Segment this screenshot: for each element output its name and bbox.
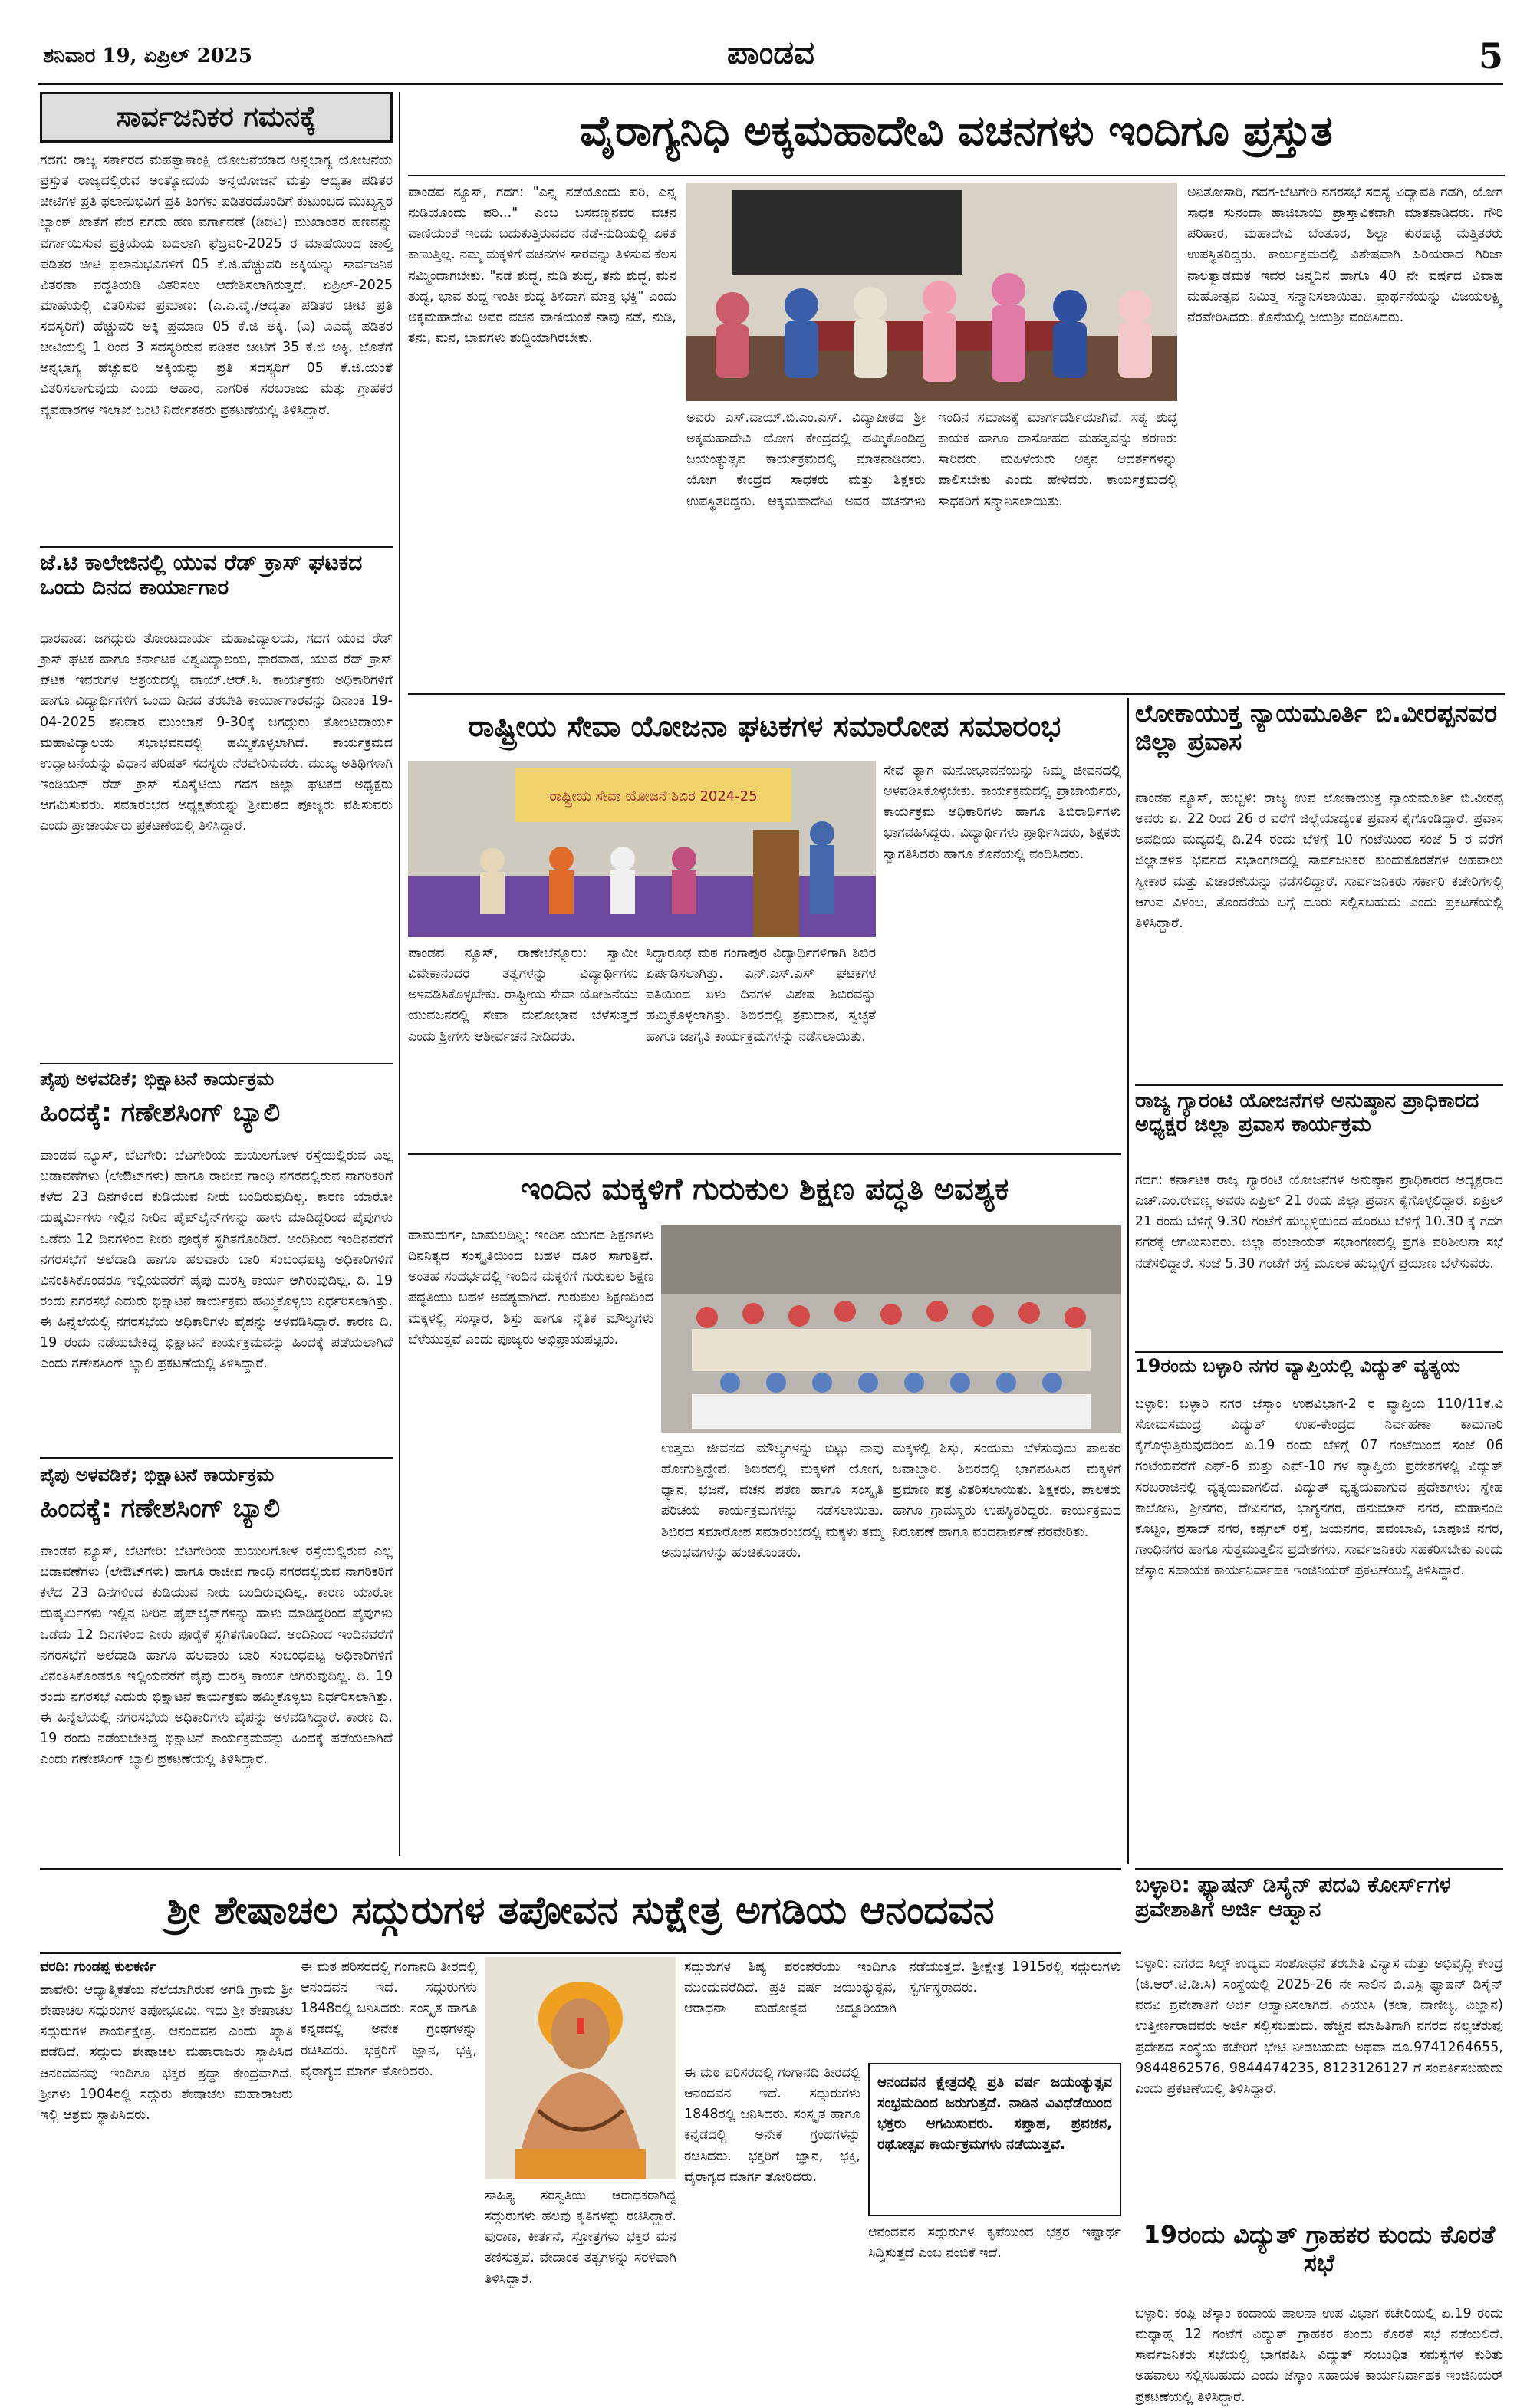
right-body-power-cut: ಬಳ್ಳಾರಿ: ಬಳ್ಳಾರಿ ನಗರ ಜೆಸ್ಕಾಂ ಉಪವಿಭಾಗ-2 ರ ವ್ಯಾಪ್ತಿಯ 110/11ಕೆ.ವಿ ಸೋಮಸಮುದ್ರ ವಿದ್ಯುತ್ ಉಪ-ಕೇಂದ್ರದ ನಿರ್ವಹಣಾ ಕಾಮಗಾರಿ ಕೈಗೊಳ್ಳುತ್ತಿರುವುದರಿಂದ ಏ.19 ರಂದು ಬೆಳಿಗ್ಗೆ 07 ಗಂಟೆಯಿಂದ ಸಂಜೆ 06 ಗಂಟೆಯವರೆಗೆ ಎಫ್-6 ಮತ್ತು ಎಫ್-10 ಗಳ ವ್ಯಾಪ್ತಿಯ ಪ್ರದೇಶಗಳಲ್ಲಿ ವಿದ್ಯುತ್ ಸರಬರಾಜಿನಲ್ಲಿ ವ್ಯತ್ಯಯವಾಗಲಿದೆ. ವಿದ್ಯುತ್ ವ್ಯತ್ಯಯವಾಗುವ ಪ್ರದೇಶಗಳು: ಸ್ನೇಹ ಕಾಲೋನಿ, ಶ್ರೀನಗರ, ದೇವಿನಗರ, ಭಾಗ್ಯನಗರ, ಹನುಮಾನ್ ನಗರ, ಮಹಾನಂದಿ ಕೊಟ್ಟಂ, ಪ್ರಸಾದ್ ನಗರ, ಕಪ್ಪಗಲ್ ರಸ್ತೆ, ಜಯನಗರ, ಹವಂಬಾವಿ, ಬಾಪೂಜಿ ನಗರ, ಗಾಂಧಿನಗರ ಹಾಗೂ ಸುತ್ತಮುತ್ತಲಿನ ಪ್ರದೇಶಗಳು. ಸಾರ್ವಜನಿಕರು ಸಹಕರಿಸಬೇಕು ಎಂದು ಜೆಸ್ಕಾಂ ಸಹಾಯಕ ಕಾರ್ಯನಿರ್ವಾಹಕ ಇಂಜಿನಿಯರ್ ಪ್ರಕಟಣೆಯಲ್ಲಿ ತಿಳಿಸಿದ್ದಾರೆ. [1135, 1396, 1503, 1578]
right-body-lokayukta: ಪಾಂಡವ ನ್ಯೂಸ್, ಹುಬ್ಬಳಿ: ರಾಜ್ಯ ಉಪ ಲೋಕಾಯುಕ್ತ ನ್ಯಾಯಮೂರ್ತಿ ಬಿ.ವೀರಪ್ಪ ಅವರು ಏ. 22 ರಿಂದ 26 ರ ವರೆಗೆ ಜಿಲ್ಲೆಯಾದ್ಯಂತ ಪ್ರವಾಸ ಕೈಗೊಂಡಿದ್ದಾರೆ. ಪ್ರವಾಸ ಅವಧಿಯ ಮದ್ಯದಲ್ಲಿ ದಿ.24 ರಂದು ಬೆಳಗ್ಗೆ 10 ಗಂಟೆಯಿಂದ ಸಂಜೆ 5 ರ ವರೆಗೆ ಜಿಲ್ಲಾಡಳಿತ ಭವನದ ಸಭಾಂಗಣದಲ್ಲಿ ಸಾರ್ವಜನಿಕರ ಕುಂದುಕೊರತೆಗಳ ಅಹವಾಲು ಸ್ವೀಕಾರ ಮತ್ತು ವಿಚಾರಣೆಯನ್ನು ನಡೆಸಲಿದ್ದಾರೆ. ಸಾರ್ವಜನಿಕರು ಸರ್ಕಾರಿ ಕಚೇರಿಗಳಲ್ಲಿ ಆಗುವ ವಿಳಂಬ, ತೊಂದರೆಯ ಬಗ್ಗೆ ದೂರು ಸಲ್ಲಿಸಬಹುದು ಎಂದು ಪ್ರಕಟಣೆಯಲ್ಲಿ ತಿಳಿಸಿದ್ದಾರೆ. [1135, 791, 1503, 931]
nss-col-2: ಸಿದ್ಧಾರೂಢ ಮಠ ಗಂಗಾಪುರ ವಿದ್ಯಾರ್ಥಿಗಳಿಗಾಗಿ ಶಿಬಿರ ಏರ್ಪಡಿಸಲಾಗಿತ್ತು. ಎನ್.ಎಸ್.ಎಸ್ ಘಟಕಗಳ ವತಿಯಿಂದ ಏಳು ದಿನಗಳ ವಿಶೇಷ ಶಿಬಿರವನ್ನು ಹಮ್ಮಿಕೊಳ್ಳಲಾಗಿತ್ತು. ಶಿಬಿರದಲ್ಲಿ ಶ್ರಮದಾನ, ಸ್ವಚ್ಛತೆ ಹಾಗೂ ಜಾಗೃತಿ ಕಾರ್ಯಕ್ರಮಗಳನ್ನು ನಡೆಸಲಾಯಿತು. [646, 946, 876, 1044]
shesha-col-1: ಹಾವೇರಿ: ಆಧ್ಯಾತ್ಮಿಕತೆಯ ನೆಲೆಯಾಗಿರುವ ಅಗಡಿ ಗ್ರಾಮ ಶ್ರೀ ಶೇಷಾಚಲ ಸದ್ಗುರುಗಳ ತಪೋಭೂಮಿ. ಇದು ಶ್ರೀ ಶೇಷಾಚಲ ಸದ್ಗುರುಗಳ ಕಾರ್ಯಕ್ಷೇತ್ರ. ಆನಂದವನ ಎಂದು ಖ್ಯಾತಿ ಪಡೆದಿದೆ. ಸದ್ಗುರು ಶೇಷಾಚಲ ಮಹಾರಾಜರು ಸ್ಥಾಪಿಸಿದ ಆನಂದವನವು ಇಂದಿಗೂ ಭಕ್ತರ ಶ್ರದ್ಧಾ ಕೇಂದ್ರವಾಗಿದೆ. ಶ್ರೀಗಳು 1904ರಲ್ಲಿ ಸದ್ಗುರು ಶೇಷಾಚಲ ಮಹಾರಾಜರು ಇಲ್ಲಿ ಆಶ್ರಮ ಸ್ಥಾಪಿಸಿದರು. [40, 1982, 293, 2123]
gurukula-col-1: ಹಾಮದುರ್ಗ, ಜಾಮಲದಿನ್ನಿ: ಇಂದಿನ ಯುಗದ ಶಿಕ್ಷಣಗಳು ದಿನನಿತ್ಯದ ಸಂಸ್ಕೃತಿಯಿಂದ ಬಹಳ ದೂರ ಸಾಗುತ್ತಿವೆ. ಅಂತಹ ಸಂದರ್ಭದಲ್ಲಿ ಇಂದಿನ ಮಕ್ಕಳಿಗೆ ಗುರುಕುಲ ಶಿಕ್ಷಣ ಪದ್ಧತಿಯು ಬಹಳ ಅವಶ್ಯವಾಗಿದೆ. ಗುರುಕುಲ ಶಿಕ್ಷಣದಿಂದ ಮಕ್ಕಳಲ್ಲಿ ಸಂಸ್ಕಾರ, ಶಿಸ್ತು ಹಾಗೂ ನೈತಿಕ ಮೌಲ್ಯಗಳು ಬೆಳೆಯುತ್ತವೆ ಎಂದು ಪೂಜ್ಯರು ಅಭಿಪ್ರಾಯಪಟ್ಟರು. [408, 1228, 653, 1347]
top-col-1: ಪಾಂಡವ ನ್ಯೂಸ್, ಗದಗ: "ಎನ್ನ ನಡೆಯೊಂದು ಪರಿ, ಎನ್ನ ನುಡಿಯೊಂದು ಪರಿ..." ಎಂಬ ಬಸವಣ್ಣನವರ ವಚನ ವಾಣಿಯಂತೆ ಇಂದು ಬದುಕುತ್ತಿರುವವರ ನಡೆ-ನುಡಿಯಲ್ಲಿ ಏಕತೆ ಕಾಣುತ್ತಿಲ್ಲ. ನಮ್ಮ ಮಕ್ಕಳಿಗೆ ವಚನಗಳ ಸಾರವನ್ನು ತಿಳಿಸುವ ಕೆಲಸ ನಮ್ಮಿಂದಾಗಬೇಕು. "ನಡೆ ಶುದ್ಧ, ನುಡಿ ಶುದ್ಧ, ತನು ಶುದ್ಧ, ಮನ ಶುದ್ಧ, ಭಾವ ಶುದ್ಧ ಇಂತೀ ಶುದ್ಧ ತಿಳಿದಾಗ ಮಾತ್ರ ಭಕ್ತಿ" ಎಂದು ಅಕ್ಕಮಹಾದೇವಿ ಅವರ ವಚನ ವಾಣಿಯಂತೆ ನಾವು ನಡೆ, ನುಡಿ, ತನು, ಮನ, ಭಾವಗಳು ಶುದ್ಧಿಯಾಗಿರಬೇಕು. [408, 185, 676, 346]
left-kicker-pipe-repeat: ಪೈಪು ಅಳವಡಿಕೆ; ಭಿಕ್ಷಾಟನೆ ಕಾರ್ಯಕ್ರಮ [40, 1464, 275, 1485]
top-col-2: ಅವರು ಎಸ್.ವಾಯ್.ಬಿ.ಎಂ.ಎಸ್. ವಿದ್ಯಾಪೀಠದ ಶ್ರೀ ಅಕ್ಕಮಹಾದೇವಿ ಯೋಗ ಕೇಂದ್ರದಲ್ಲಿ ಹಮ್ಮಿಕೊಂಡಿದ್ದ ಜಯಂತ್ಯುತ್ಸವ ಕಾರ್ಯಕ್ರಮದಲ್ಲಿ ಮಾತನಾಡಿದರು. ಯೋಗ ಕೇಂದ್ರದ ಸಾಧಕರು ಮತ್ತು ಶಿಕ್ಷಕರು ಉಪಸ್ಥಿತರಿದ್ದರು. ಅಕ್ಕಮಹಾದೇವಿ ಅವರ ವಚನಗಳು ಇಂದಿನ ಸಮಾಜಕ್ಕೆ ಮಾರ್ಗದರ್ಶಿಯಾಗಿವೆ. ಸತ್ಯ ಶುದ್ಧ ಕಾಯಕ ಹಾಗೂ ದಾಸೋಹದ ಮಹತ್ವವನ್ನು ಶರಣರು ಸಾರಿದರು. ಮಹಿಳೆಯರು ಅಕ್ಕನ ಆದರ್ಶಗಳನ್ನು ಪಾಲಿಸಬೇಕು ಎಂದು ಹೇಳಿದರು. ಕಾರ್ಯಕ್ರಮದಲ್ಲಿ ಸಾಧಕರಿಗೆ ಸನ್ಮಾನಿಸಲಾಯಿತು. [686, 410, 1177, 509]
shesha-headline: ಶ್ರೀ ಶೇಷಾಚಲ ಸದ್ಗುರುಗಳ ತಪೋವನ ಸುಕ್ಷೇತ್ರ ಅಗಡಿಯ ಆನಂದವನ [166, 1888, 995, 1933]
gurukula-headline: ಇಂದಿನ ಮಕ್ಕಳಿಗೆ ಗುರುಕುಲ ಶಿಕ್ಷಣ ಪದ್ಧತಿ ಅವಶ್ಯಕ [520, 1172, 1009, 1207]
masthead: ಪಾಂಡವ [726, 34, 815, 71]
right-headline-consumer-meet: 19ರಂದು ವಿದ್ಯುತ್ ಗ್ರಾಹಕರ ಕುಂದು ಕೊರತೆ ಸಭೆ [1143, 2220, 1496, 2278]
shesha-col-2: ಈ ಮಠ ಪರಿಸರದಲ್ಲಿ ಗಂಗಾನದಿ ತೀರದಲ್ಲಿ ಆನಂದವನ ಇದೆ. ಸದ್ಗುರುಗಳು 1848ರಲ್ಲಿ ಜನಿಸಿದರು. ಸಂಸ್ಕೃತ ಹಾಗೂ ಕನ್ನಡದಲ್ಲಿ ಅನೇಕ ಗ್ರಂಥಗಳನ್ನು ರಚಿಸಿದರು. ಭಕ್ತರಿಗೆ ಜ್ಞಾನ, ಭಕ್ತಿ, ವೈರಾಗ್ಯದ ಮಾರ್ಗ ತೋರಿದರು. [301, 1959, 477, 2079]
gurukula-photo-illustration [661, 1225, 1121, 1433]
shesha-col-4: ಸದ್ಗುರುಗಳ ಶಿಷ್ಯ ಪರಂಪರೆಯು ಇಂದಿಗೂ ಮುಂದುವರೆದಿದೆ. ಪ್ರತಿ ವರ್ಷ ಜಯಂತ್ಯುತ್ಸವ, ಆರಾಧನಾ ಮಹೋತ್ಸವ ಅದ್ಧೂರಿಯಾಗಿ ನಡೆಯುತ್ತದೆ. ಶ್ರೀಕ್ಷೇತ್ರ 1915ರಲ್ಲಿ ಸದ್ಗುರುಗಳು ಸ್ವರ್ಗಸ್ಥರಾದರು. [684, 1959, 1121, 2017]
right-body-fashion: ಬಳ್ಳಾರಿ: ನಗರದ ಸಿಲ್ಕ್ ಉದ್ಯಮ ಸಂಶೋಧನೆ ತರಬೇತಿ ವಿನ್ಯಾಸ ಮತ್ತು ಅಭಿವೃದ್ಧಿ ಕೇಂದ್ರ (ಜಿ.ಆರ್.ಟಿ.ಡಿ.ಸಿ) ಸಂಸ್ಥೆಯಲ್ಲಿ 2025-26 ನೇ ಸಾಲಿನ ಬಿ.ಎಸ್ಸಿ ಫ್ಯಾಷನ್ ಡಿಸೈನ್ ಪದವಿ ಪ್ರವೇಶಾತಿಗೆ ಅರ್ಜಿ ಆಹ್ವಾನಿಸಲಾಗಿದೆ. ಪಿಯುಸಿ (ಕಲಾ, ವಾಣಿಜ್ಯ, ವಿಜ್ಞಾನ) ಉತ್ತೀರ್ಣರಾದವರು ಅರ್ಜಿ ಸಲ್ಲಿಸಬಹುದು. ಹೆಚ್ಚಿನ ಮಾಹಿತಿಗಾಗಿ ನಗರದ ನಲ್ಲಚೆರುವು ಪ್ರದೇಶದ ಸಂಸ್ಥೆಯ ಕಚೇರಿಗೆ ಭೇಟಿ ನೀಡಬಹುದು ಅಥವಾ ದೂ.9741264655, 9844862576, 9844474235, 8123126127 ಗೆ ಸಂಪರ್ಕಿಸಬಹುದು ಎಂದು ಪ್ರಕಟಣೆಯಲ್ಲಿ ತಿಳಿಸಿದ್ದಾರೆ. [1135, 1956, 1503, 2097]
divider [40, 1457, 393, 1459]
divider [408, 693, 1505, 695]
divider [408, 175, 1505, 176]
left-headline-pipe-repeat: ಹಿಂದಕ್ಕೆ: ಗಣೇಶಸಿಂಗ್ ಬ್ಯಾಲಿ [40, 1493, 281, 1524]
shesha-box-tail: ಆನಂದವನ ಸದ್ಗುರುಗಳ ಕೃಪೆಯಿಂದ ಭಕ್ತರ ಇಷ್ಟಾರ್ಥ ಸಿದ್ಧಿಸುತ್ತದೆ ಎಂಬ ನಂಬಿಕೆ ಇದೆ. [868, 2225, 1121, 2262]
divider [40, 1952, 1121, 1954]
top-photo-event [686, 183, 1177, 401]
shesha-highlight-box: ಆನಂದವನ ಕ್ಷೇತ್ರದಲ್ಲಿ ಪ್ರತಿ ವರ್ಷ ಜಯಂತ್ಯುತ್ಸವ ಸಂಭ್ರಮದಿಂದ ಜರುಗುತ್ತದೆ. ನಾಡಿನ ವಿವಿಧೆಡೆಯಿಂದ ಭಕ್ತರು ಆಗಮಿಸುವರು. ಸಪ್ತಾಹ, ಪ್ರವಚನ, ರಥೋತ್ಸವ ಕಾರ್ಯಕ್ರಮಗಳು ನಡೆಯುತ್ತವೆ. [868, 2063, 1121, 2216]
right-headline-lokayukta: ಲೋಕಾಯುಕ್ತ ನ್ಯಾಯಮೂರ್ತಿ ಬಿ.ವೀರಪ್ಪನವರ ಜಿಲ್ಲಾ ಪ್ರವಾಸ [1135, 699, 1498, 756]
left-headline-public-notice: ಸಾರ್ವಜನಿಕರ ಗಮನಕ್ಕೆ [40, 92, 393, 143]
issue-date: ಶನಿವಾರ 19, ಏಪ್ರಿಲ್ 2025 [43, 44, 252, 67]
nss-col-1: ಪಾಂಡವ ನ್ಯೂಸ್, ರಾಣೇಬೆನ್ನೂರು: ಸ್ವಾಮೀ ವಿವೇಕಾನಂದರ ತತ್ವಗಳನ್ನು ವಿದ್ಯಾರ್ಥಿಗಳು ಅಳವಡಿಸಿಕೊಳ್ಳಬೇಕು. ರಾಷ್ಟ್ರೀಯ ಸೇವಾ ಯೋಜನೆಯು ಯುವಜನರಲ್ಲಿ ಸೇವಾ ಮನೋಭಾವ ಬೆಳೆಸುತ್ತದೆ ಎಂದು ಶ್ರೀಗಳು ಆಶೀರ್ವಚನ ನೀಡಿದರು. [408, 946, 638, 1044]
right-body-guarantee: ಗದಗ: ಕರ್ನಾಟಕ ರಾಜ್ಯ ಗ್ಯಾರಂಟಿ ಯೋಜನೆಗಳ ಅನುಷ್ಠಾನ ಪ್ರಾಧಿಕಾರದ ಅಧ್ಯಕ್ಷರಾದ ಎಚ್.ಎಂ.ರೇವಣ್ಣ ಅವರು ಏಪ್ರಿಲ್ 21 ರಂದು ಜಿಲ್ಲಾ ಪ್ರವಾಸ ಕೈಗೊಳ್ಳಲಿದ್ದಾರೆ. ಏಪ್ರಿಲ್ 21 ರಂದು ಬೆಳಿಗ್ಗೆ 9.30 ಗಂಟೆಗೆ ಹುಬ್ಬಳ್ಳಿಯಿಂದ ಹೊರಟು ಬೆಳಿಗ್ಗೆ 10.30 ಕ್ಕೆ ಗದಗ ನಗರಕ್ಕೆ ಆಗಮಿಸುವರು. ಜಿಲ್ಲಾ ಪಂಚಾಯತ್ ಸಭಾಂಗಣದಲ್ಲಿ ಪ್ರಗತಿ ಪರಿಶೀಲನಾ ಸಭೆ ನಡೆಸಲಿದ್ದಾರೆ. ಸಂಜೆ 5.30 ಗಂಟೆಗೆ ರಸ್ತೆ ಮೂಲಕ ಹುಬ್ಬಳ್ಳಿಗೆ ಪ್ರಯಾಣ ಬೆಳೆಸುವರು. [1135, 1173, 1503, 1271]
column-rule [399, 92, 400, 1856]
left-body-redcross: ಧಾರವಾಡ: ಜಗದ್ಗುರು ತೋಂಟದಾರ್ಯ ಮಹಾವಿದ್ಯಾಲಯ, ಗದಗ ಯುವ ರೆಡ್ ಕ್ರಾಸ್ ಘಟಕ ಹಾಗೂ ಕರ್ನಾಟಕ ವಿಶ್ವವಿದ್ಯಾಲಯ, ಧಾರವಾಡ, ಯುವ ರೆಡ್ ಕ್ರಾಸ್ ಘಟಕ ಇವರುಗಳ ಆಶ್ರಯದಲ್ಲಿ ವಾಯ್.ಆರ್.ಸಿ. ಕಾರ್ಯಕ್ರಮ ಅಧಿಕಾರಿಗಳಿಗೆ ಹಾಗೂ ವಿದ್ಯಾರ್ಥಿಗಳಿಗೆ ಒಂದು ದಿನದ ತರಬೇತಿ ಕಾರ್ಯಾಗಾರವನ್ನು ದಿನಾಂಕ 19-04-2025 ಶನಿವಾರ ಮುಂಜಾನೆ 9-30ಕ್ಕೆ ಜಗದ್ಗುರು ತೋಂಟದಾರ್ಯ ಮಹಾವಿದ್ಯಾಲಯ ಸಭಾಭವನದಲ್ಲಿ ಹಮ್ಮಿಕೊಳ್ಳಲಾಗಿದೆ. ಕಾರ್ಯಕ್ರಮದ ಉದ್ಘಾಟನೆಯನ್ನು ವಿಧಾನ ಪರಿಷತ್ ಸದಸ್ಯರು ನೆರವೇರಿಸುವರು. ಮುಖ್ಯ ಅತಿಥಿಗಳಾಗಿ ಇಂಡಿಯನ್ ರೆಡ್ ಕ್ರಾಸ್ ಸೊಸೈಟಿಯ ಗದಗ ಜಿಲ್ಲಾ ಘಟಕದ ಅಧ್ಯಕ್ಷರು ಆಗಮಿಸುವರು. ಸಮಾರಂಭದ ಅಧ್ಯಕ್ಷತೆಯನ್ನು ಶ್ರೀಮಠದ ಪೂಜ್ಯರು ವಹಿಸುವರು ಎಂದು ಪ್ರಾಚಾರ್ಯರು ಪ್ರಕಟಣೆಯಲ್ಲಿ ತಿಳಿಸಿದ್ದಾರೆ. [40, 631, 393, 834]
divider [40, 546, 393, 548]
divider [40, 1063, 393, 1064]
sadguru-portrait-illustration [485, 1957, 676, 2179]
shesha-byline: ವರದಿ: ಗುಂಡಪ್ಪ ಕುಲಕರ್ಣಿ [40, 1959, 156, 1975]
right-headline-guarantee: ರಾಜ್ಯ ಗ್ಯಾರಂಟಿ ಯೋಜನೆಗಳ ಅನುಷ್ಠಾನ ಪ್ರಾಧಿಕಾರದ ಅಧ್ಯಕ್ಷರ ಜಿಲ್ಲಾ ಪ್ರವಾಸ ಕಾರ್ಯಕ್ರಮ [1135, 1089, 1479, 1137]
column-rule [1127, 698, 1129, 1864]
left-headline-pipe: ಹಿಂದಕ್ಕೆ: ಗಣೇಶಸಿಂಗ್ ಬ್ಯಾಲಿ [40, 1097, 281, 1128]
top-headline: ವೈರಾಗ್ಯನಿಧಿ ಅಕ್ಕಮಹಾದೇವಿ ವಚನಗಳು ಇಂದಿಗೂ ಪ್ರಸ್ತುತ [580, 106, 1333, 155]
nss-headline: ರಾಷ್ಟ್ರೀಯ ಸೇವಾ ಯೋಜನಾ ಘಟಕಗಳ ಸಮಾರೋಪ ಸಮಾರಂಭ [468, 709, 1061, 744]
right-body-consumer-meet: ಬಳ್ಳಾರಿ: ಕಂಪ್ಲಿ ಜೆಸ್ಕಾಂ ಕಂದಾಯ ಪಾಲನಾ ಉಪ ವಿಭಾಗ ಕಚೇರಿಯಲ್ಲಿ ಏ.19 ರಂದು ಮಧ್ಯಾಹ್ನ 12 ಗಂಟೆಗೆ ವಿದ್ಯುತ್ ಗ್ರಾಹಕರ ಕುಂದು ಕೊರತೆ ಸಭೆ ನಡೆಯಲಿದೆ. ಸಾರ್ವಜನಿಕರು ಸಭೆಯಲ್ಲಿ ಭಾಗವಹಿಸಿ ವಿದ್ಯುತ್ ಸಂಬಂಧಿತ ಸಮಸ್ಯೆಗಳ ಕುರಿತು ಅಹವಾಲು ಸಲ್ಲಿಸಬಹುದು ಎಂದು ಜೆಸ್ಕಾಂ ಸಹಾಯಕ ಕಾರ್ಯನಿರ್ವಾಹಕ ಇಂಜಿನಿಯರ್ ಪ್ರಕಟಣೆಯಲ್ಲಿ ತಿಳಿಸಿದ್ದಾರೆ. [1135, 2306, 1503, 2405]
right-headline-fashion: ಬಳ್ಳಾರಿ: ಫ್ಯಾಷನ್ ಡಿಸೈನ್ ಪದವಿ ಕೋರ್ಸ್‌ಗಳ ಪ್ರವೇಶಾತಿಗೆ ಅರ್ಜಿ ಆಹ್ವಾನ [1135, 1872, 1451, 1923]
left-body-pipe: ಪಾಂಡವ ನ್ಯೂಸ್, ಬೆಟಗೇರಿ: ಬೆಟಗೇರಿಯ ಹುಯಿಲಗೋಳ ರಸ್ತೆಯಲ್ಲಿರುವ ಎಲ್ಲ ಬಡಾವಣೆಗಳು (ಲೇಔಟ್‌ಗಳು) ಹಾಗೂ ರಾಜೀವ ಗಾಂಧಿ ನಗರದಲ್ಲಿರುವ ನಾಗರಿಕರಿಗೆ ಕಳೆದ 23 ದಿನಗಳಿಂದ ಕುಡಿಯುವ ನೀರು ಬಂದಿರುವುದಿಲ್ಲ. ಕಾರಣ ಯಾರೋ ದುಷ್ಕರ್ಮಿಗಳು ಇಲ್ಲಿನ ನೀರಿನ ಪೈಪ್‌ಲೈನ್‌ಗಳನ್ನು ಹಾಳು ಮಾಡಿದ್ದರಿಂದ ಪೈಪುಗಳು ಒಡೆದು 12 ದಿನಗಳಿಂದ ನೀರು ಪೂರೈಕೆ ಸ್ಥಗಿತಗೊಂಡಿದೆ. ಅಂದಿನಿಂದ ಇಂದಿನವರೆಗೆ ನಗರಸಭೆಗೆ ಅಲೆದಾಡಿ ಹಾಗೂ ಹಲವಾರು ಬಾರಿ ಸಂಬಂಧಪಟ್ಟ ಅಧಿಕಾರಿಗಳಿಗೆ ವಿನಂತಿಸಿಕೊಂಡರೂ ಇಲ್ಲಿಯವರೆಗೆ ಪೈಪು ದುರಸ್ತಿ ಕಾರ್ಯ ಆಗಿರುವುದಿಲ್ಲ. ದಿ. 19 ರಂದು ನಗರಸಭೆ ಎದುರು ಭಿಕ್ಷಾಟನೆ ಕಾರ್ಯಕ್ರಮ ಹಮ್ಮಿಕೊಳ್ಳಲು ನಿರ್ಧರಿಸಲಾಗಿತ್ತು. ಈ ಹಿನ್ನೆಲೆಯಲ್ಲಿ ನಗರಸಭೆಯ ಅಧಿಕಾರಿಗಳು ಪೈಪನ್ನು ಅಳವಡಿಸಿದ್ದಾರೆ. ಕಾರಣ ದಿ. 19 ರಂದು ನಡೆಯಬೇಕಿದ್ದ ಭಿಕ್ಷಾಟನೆ ಕಾರ್ಯಕ್ರಮವನ್ನು ಹಿಂದಕ್ಕೆ ಪಡೆಯಲಾಗಿದೆ ಎಂದು ಗಣೇಶಸಿಂಗ್ ಬ್ಯಾಲಿ ಪ್ರಕಟಣೆಯಲ್ಲಿ ತಿಳಿಸಿದ್ದಾರೆ. [40, 1148, 393, 1372]
shesha-portrait [485, 1957, 676, 2179]
divider [1135, 1868, 1503, 1870]
divider [40, 1868, 1121, 1870]
nss-col-3: ಸೇವೆ ತ್ಯಾಗ ಮನೋಭಾವನೆಯನ್ನು ನಿಮ್ಮ ಜೀವನದಲ್ಲಿ ಅಳವಡಿಸಿಕೊಳ್ಳಬೇಕು. ಕಾರ್ಯಕ್ರಮದಲ್ಲಿ ಪ್ರಾಚಾರ್ಯರು, ಕಾರ್ಯಕ್ರಮ ಅಧಿಕಾರಿಗಳು ಹಾಗೂ ಶಿಬಿರಾರ್ಥಿಗಳು ಭಾಗವಹಿಸಿದ್ದರು. ವಿದ್ಯಾರ್ಥಿಗಳು ಪ್ರಾರ್ಥಿಸಿದರು, ಶಿಕ್ಷಕರು ಸ್ವಾಗತಿಸಿದರು ಹಾಗೂ ಕೊನೆಯಲ್ಲಿ ವಂದಿಸಿದರು. [884, 763, 1121, 862]
divider [1135, 1084, 1503, 1086]
gurukula-col-2: ಉತ್ತಮ ಜೀವನದ ಮೌಲ್ಯಗಳನ್ನು ಬಿಟ್ಟು ನಾವು ಹೋಗುತ್ತಿದ್ದೇವೆ. ಶಿಬಿರದಲ್ಲಿ ಮಕ್ಕಳಿಗೆ ಯೋಗ, ಧ್ಯಾನ, ಭಜನೆ, ವಚನ ಪಠಣ ಹಾಗೂ ಸಂಸ್ಕೃತಿ ಪರಿಚಯ ಕಾರ್ಯಕ್ರಮಗಳನ್ನು ನಡೆಸಲಾಯಿತು. ಶಿಬಿರದ ಸಮಾರೋಪ ಸಮಾರಂಭದಲ್ಲಿ ಮಕ್ಕಳು ತಮ್ಮ ಅನುಭವಗಳನ್ನು ಹಂಚಿಕೊಂಡರು. [661, 1441, 884, 1561]
nss-banner-text: ರಾಷ್ಟ್ರೀಯ ಸೇವಾ ಯೋಜನೆ ಶಿಬಿರ 2024-25 [549, 788, 758, 804]
gurukula-photo [661, 1225, 1121, 1433]
shesha-col-5: ಈ ಮಠ ಪರಿಸರದಲ್ಲಿ ಗಂಗಾನದಿ ತೀರದಲ್ಲಿ ಆನಂದವನ ಇದೆ. ಸದ್ಗುರುಗಳು 1848ರಲ್ಲಿ ಜನಿಸಿದರು. ಸಂಸ್ಕೃತ ಹಾಗೂ ಕನ್ನಡದಲ್ಲಿ ಅನೇಕ ಗ್ರಂಥಗಳನ್ನು ರಚಿಸಿದರು. ಭಕ್ತರಿಗೆ ಜ್ಞಾನ, ಭಕ್ತಿ, ವೈರಾಗ್ಯದ ಮಾರ್ಗ ತೋರಿದರು. [684, 2065, 860, 2185]
event-photo-illustration [686, 183, 1177, 401]
shesha-col-3: ಸಾಹಿತ್ಯ ಸರಸ್ವತಿಯ ಆರಾಧಕರಾಗಿದ್ದ ಸದ್ಗುರುಗಳು ಹಲವು ಕೃತಿಗಳನ್ನು ರಚಿಸಿದ್ದಾರೆ. ಪುರಾಣ, ಕೀರ್ತನೆ, ಸ್ತೋತ್ರಗಳು ಭಕ್ತರ ಮನ ತಣಿಸುತ್ತವೆ. ವೇದಾಂತ ತತ್ವಗಳನ್ನು ಸರಳವಾಗಿ ತಿಳಿಸಿದ್ದಾರೆ. [485, 2188, 676, 2287]
nss-photo [408, 761, 876, 937]
left-headline-redcross: ಜೆ.ಟಿ ಕಾಲೇಜಿನಲ್ಲಿ ಯುವ ರೆಡ್ ಕ್ರಾಸ್ ಘಟಕದ ಒಂದು ದಿನದ ಕಾರ್ಯಾಗಾರ [40, 550, 363, 600]
nss-photo-illustration [408, 761, 876, 937]
left-body-pipe-repeat: ಪಾಂಡವ ನ್ಯೂಸ್, ಬೆಟಗೇರಿ: ಬೆಟಗೇರಿಯ ಹುಯಿಲಗೋಳ ರಸ್ತೆಯಲ್ಲಿರುವ ಎಲ್ಲ ಬಡಾವಣೆಗಳು (ಲೇಔಟ್‌ಗಳು) ಹಾಗೂ ರಾಜೀವ ಗಾಂಧಿ ನಗರದಲ್ಲಿರುವ ನಾಗರಿಕರಿಗೆ ಕಳೆದ 23 ದಿನಗಳಿಂದ ಕುಡಿಯುವ ನೀರು ಬಂದಿರುವುದಿಲ್ಲ. ಕಾರಣ ಯಾರೋ ದುಷ್ಕರ್ಮಿಗಳು ಇಲ್ಲಿನ ನೀರಿನ ಪೈಪ್‌ಲೈನ್‌ಗಳನ್ನು ಹಾಳು ಮಾಡಿದ್ದರಿಂದ ಪೈಪುಗಳು ಒಡೆದು 12 ದಿನಗಳಿಂದ ನೀರು ಪೂರೈಕೆ ಸ್ಥಗಿತಗೊಂಡಿದೆ. ಅಂದಿನಿಂದ ಇಂದಿನವರೆಗೆ ನಗರಸಭೆಗೆ ಅಲೆದಾಡಿ ಹಾಗೂ ಹಲವಾರು ಬಾರಿ ಸಂಬಂಧಪಟ್ಟ ಅಧಿಕಾರಿಗಳಿಗೆ ವಿನಂತಿಸಿಕೊಂಡರೂ ಇಲ್ಲಿಯವರೆಗೆ ಪೈಪು ದುರಸ್ತಿ ಕಾರ್ಯ ಆಗಿರುವುದಿಲ್ಲ. ದಿ. 19 ರಂದು ನಗರಸಭೆ ಎದುರು ಭಿಕ್ಷಾಟನೆ ಕಾರ್ಯಕ್ರಮ ಹಮ್ಮಿಕೊಳ್ಳಲು ನಿರ್ಧರಿಸಲಾಗಿತ್ತು. ಈ ಹಿನ್ನೆಲೆಯಲ್ಲಿ ನಗರಸಭೆಯ ಅಧಿಕಾರಿಗಳು ಪೈಪನ್ನು ಅಳವಡಿಸಿದ್ದಾರೆ. ಕಾರಣ ದಿ. 19 ರಂದು ನಡೆಯಬೇಕಿದ್ದ ಭಿಕ್ಷಾಟನೆ ಕಾರ್ಯಕ್ರಮವನ್ನು ಹಿಂದಕ್ಕೆ ಪಡೆಯಲಾಗಿದೆ ಎಂದು ಗಣೇಶಸಿಂಗ್ ಬ್ಯಾಲಿ ಪ್ರಕಟಣೆಯಲ್ಲಿ ತಿಳಿಸಿದ್ದಾರೆ. [40, 1544, 393, 1768]
left-body-public-notice: ಗದಗ: ರಾಜ್ಯ ಸರ್ಕಾರದ ಮಹತ್ವಾಕಾಂಕ್ಷಿ ಯೋಜನೆಯಾದ ಅನ್ನಭಾಗ್ಯ ಯೋಜನೆಯ ಪ್ರಸ್ತುತ ರಾಜ್ಯದಲ್ಲಿರುವ ಅಂತ್ಯೋದಯ ಅನ್ನಯೋಜನೆ ಮತ್ತು ಆದ್ಯತಾ ಪಡಿತರ ಚೀಟಿಗಳ ಪ್ರತಿ ಫಲಾನುಭವಿಗೆ ಪ್ರತಿ ತಿಂಗಳು ಪಡಿತರದೊಂದಿಗೆ ಕುಟುಂಬದ ಮುಖ್ಯಸ್ಥರ ಬ್ಯಾಂಕ್ ಖಾತೆಗೆ ನೇರ ನಗದು ಹಣ ವರ್ಗಾವಣೆ (ಡಿಬಿಟಿ) ಮುಖಾಂತರ ಹಣವನ್ನು ವರ್ಗಾಯಿಸುವ ಪ್ರಕ್ರಿಯೆಯ ಬದಲಾಗಿ ಫೆಬ್ರವರಿ-2025 ರ ಮಾಹೆಯಿಂದ ಚಾಲ್ತಿ ಪಡಿತರ ಚೀಟಿ ಫಲಾನುಭವಿಗಳಿಗೆ 05 ಕೆ.ಜಿ.ಹೆಚ್ಚುವರಿ ಅಕ್ಕಿಯನ್ನು ಸಾರ್ವಜನಿಕ ವಿತರಣಾ ಪದ್ಧತಿಯಡಿ ವಿತರಿಸಲು ಆದೇಶಿಸಲಾಗಿರುತ್ತದೆ. ಏಪ್ರಿಲ್-2025 ಮಾಹೆಯಲ್ಲಿ ವಿತರಿಸುವ ಪ್ರಮಾಣ: (ಎ.ಎ.ವೈ./ಆದ್ಯತಾ ಪಡಿತರ ಚೀಟಿ ಪ್ರತಿ ಸದಸ್ಯರಿಗೆ) ಹೆಚ್ಚುವರಿ ಅಕ್ಕಿ ಪ್ರಮಾಣ 05 ಕೆ.ಜಿ ಅಕ್ಕಿ. (ಎ) ಎಎವೈ ಪಡಿತರ ಚೀಟಿಯಲ್ಲಿ 1 ರಿಂದ 3 ಸದಸ್ಯರಿರುವ ಪಡಿತರ ಚೀಟಿಗೆ 35 ಕೆ.ಜಿ ಅಕ್ಕಿ, ಜೊತೆಗೆ ಅನ್ನಭಾಗ್ಯ ಹೆಚ್ಚುವರಿ ಅಕ್ಕಿಯನ್ನು ಪ್ರತಿ ಸದಸ್ಯರಿಗೆ 05 ಕೆ.ಜಿ.ಯಂತೆ ವಿತರಿಸಲಾಗುವುದು ಎಂದು ಆಹಾರ, ನಾಗರಿಕ ಸರಬರಾಜು ಮತ್ತು ಗ್ರಾಹಕರ ವ್ಯವಹಾರಗಳ ಇಲಾಖೆ ಜಂಟಿ ನಿರ್ದೇಶಕರು ಪ್ರಕಟಣೆಯಲ್ಲಿ ತಿಳಿಸಿದ್ದಾರೆ. [40, 153, 393, 418]
top-col-3: ಅನಿತೋಸಾರಿ, ಗದಗ-ಬೆಟಗೇರಿ ನಗರಸಭೆ ಸದಸ್ಯೆ ವಿದ್ಯಾವತಿ ಗಡಗಿ, ಯೋಗ ಸಾಧಕ ಸುನಂದಾ ಹಾಜಿಬಾಯಿ ಪ್ರಾಸ್ತಾವಿಕವಾಗಿ ಮಾತನಾಡಿದರು. ಗೌರಿ ಪರಿಹಾರ, ಮಹಾದೇವಿ ಬೆಂತೂರ, ಶಿಲ್ಪಾ ಕುರಹಟ್ಟಿ ಮತ್ತಿತರರು ಉಪಸ್ಥಿತರಿದ್ದರು. ಕಾರ್ಯಕ್ರಮದಲ್ಲಿ ವಿಶೇಷವಾಗಿ ಹಿರಿಯರಾದ ಗಿರಿಜಾ ನಾಲತ್ವಾಡಮಠ ಇವರ ಜನ್ಮದಿನ ಹಾಗೂ 40 ನೇ ವರ್ಷದ ವಿವಾಹ ಮಹೋತ್ಸವ ನಿಮಿತ್ತ ಸನ್ಮಾನಿಸಲಾಯಿತು. ಪ್ರಾರ್ಥನೆಯನ್ನು ವಿಜಯಲಕ್ಷ್ಮಿ ನೆರವೇರಿಸಿದರು. ಕೊನೆಯಲ್ಲಿ ಜಯಶ್ರೀ ವಂದಿಸಿದರು. [1187, 185, 1503, 325]
left-kicker-pipe: ಪೈಪು ಅಳವಡಿಕೆ; ಭಿಕ್ಷಾಟನೆ ಕಾರ್ಯಕ್ರಮ [40, 1068, 275, 1090]
header-rule [38, 83, 1503, 85]
right-headline-power-cut: 19ರಂದು ಬಳ್ಳಾರಿ ನಗರ ವ್ಯಾಪ್ತಿಯಲ್ಲಿ ವಿದ್ಯುತ್ ವ್ಯತ್ಯಯ [1135, 1355, 1460, 1377]
divider [408, 1153, 1121, 1155]
gurukula-col-3: ಮಕ್ಕಳಲ್ಲಿ ಶಿಸ್ತು, ಸಂಯಮ ಬೆಳೆಸುವುದು ಪಾಲಕರ ಜವಾಬ್ದಾರಿ. ಶಿಬಿರದಲ್ಲಿ ಭಾಗವಹಿಸಿದ ಮಕ್ಕಳಿಗೆ ಪ್ರಮಾಣ ಪತ್ರ ವಿತರಿಸಲಾಯಿತು. ಶಿಕ್ಷಕರು, ಪಾಲಕರು ಹಾಗೂ ಗ್ರಾಮಸ್ಥರು ಉಪಸ್ಥಿತರಿದ್ದರು. ಕಾರ್ಯಕ್ರಮದ ನಿರೂಪಣೆ ಹಾಗೂ ವಂದನಾರ್ಪಣೆ ನೆರವೇರಿತು. [893, 1441, 1121, 1540]
page-number: 5 [1478, 35, 1503, 77]
divider [1135, 1351, 1503, 1353]
